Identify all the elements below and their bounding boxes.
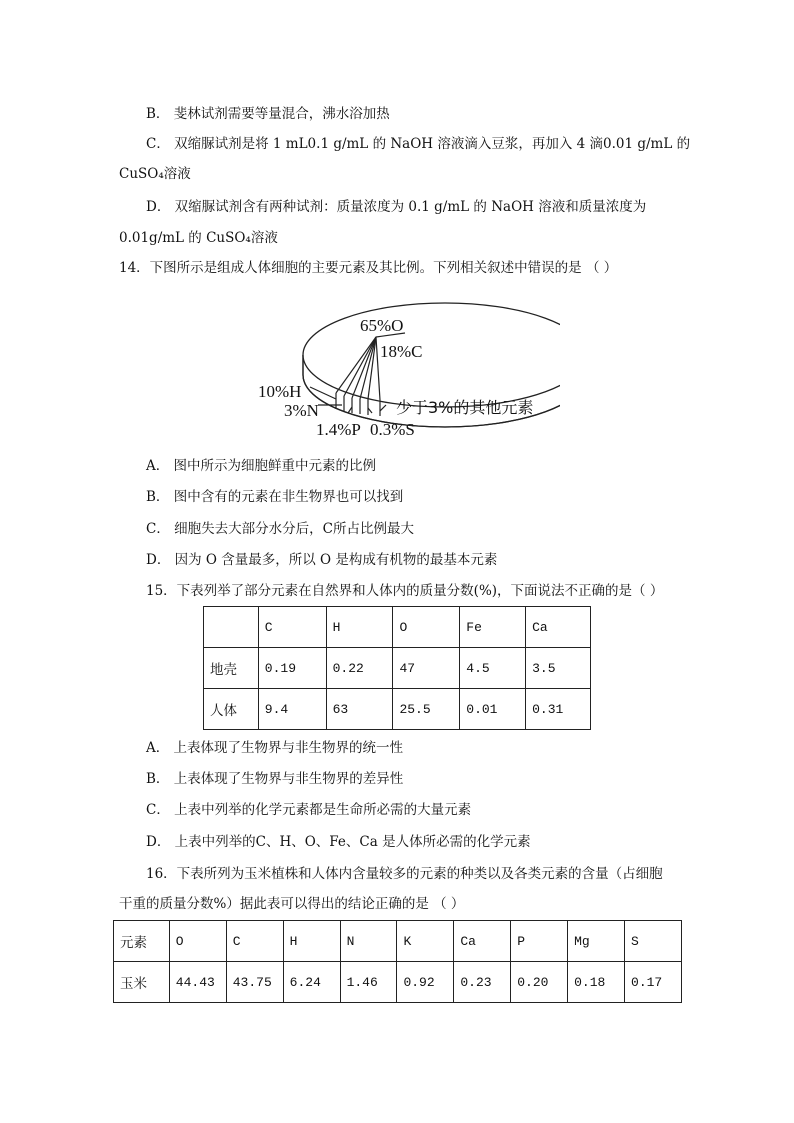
label-sulfur: 0.3%S: [370, 420, 415, 439]
table-header-row: [204, 607, 591, 648]
table-cell: 0.20: [511, 962, 568, 1003]
q15-option-a: A． 上表体现了生物界与非生物界的统一性: [146, 740, 404, 756]
table-cell: 0.23: [454, 962, 511, 1003]
q16-stem-line2: 干重的质量分数%）据此表可以得出的结论正确的是 （ ）: [119, 896, 465, 912]
q13-option-d-line2: 0.01g/mL 的 CuSO₄溶液: [119, 230, 278, 246]
table-cell: 44.43: [169, 962, 226, 1003]
table-cell: Ca: [454, 921, 511, 962]
table-cell: 4.5: [460, 648, 526, 689]
table-cell: 0.17: [625, 962, 682, 1003]
table-cell: 47: [393, 648, 460, 689]
table-cell: 0.92: [397, 962, 454, 1003]
table-cell: Fe: [460, 607, 526, 648]
table-cell: C: [258, 607, 326, 648]
q13-option-b: B． 斐林试剂需要等量混合，沸水浴加热: [146, 106, 390, 122]
table-cell: H: [283, 921, 340, 962]
table-row: [204, 689, 591, 730]
table-cell: 63: [326, 689, 393, 730]
table-cell: 6.24: [283, 962, 340, 1003]
table-cell: 玉米: [114, 962, 170, 1003]
q14-option-c: C． 细胞失去大部分水分后，C所占比例最大: [146, 521, 414, 537]
q14-option-b: B． 图中含有的元素在非生物界也可以找到: [146, 489, 404, 505]
table-cell: 1.46: [340, 962, 397, 1003]
q13-option-c-line1: C． 双缩脲试剂是将 1 mL0.1 g/mL 的 NaOH 溶液滴入豆浆，再加入 4 滴0.01 g/mL 的: [146, 136, 691, 152]
q16-stem-line1: 16．下表所列为玉米植株和人体内含量较多的元素的种类以及各类元素的含量（占细胞: [146, 866, 663, 882]
pie-top: [303, 303, 560, 407]
label-carbon: 18%C: [380, 342, 423, 361]
q15-option-d: D． 上表中列举的C、H、O、Fe、Ca 是人体所必需的化学元素: [146, 834, 531, 850]
table-cell: Ca: [526, 607, 591, 648]
label-phosphorus: 1.4%P: [316, 420, 361, 439]
table-cell: 9.4: [258, 689, 326, 730]
table-cell: 3.5: [526, 648, 591, 689]
label-nitrogen: 3%N: [284, 401, 319, 420]
table-cell: 人体: [204, 689, 259, 730]
table-cell: O: [393, 607, 460, 648]
table-cell: 0.19: [258, 648, 326, 689]
table-cell: P: [511, 921, 568, 962]
table-row: [114, 962, 682, 1003]
q15-option-b: B． 上表体现了生物界与非生物界的差异性: [146, 771, 404, 787]
q14-stem: 14．下图所示是组成人体细胞的主要元素及其比例。下列相关叙述中错误的是 （ ）: [119, 260, 618, 276]
table-cell: Mg: [568, 921, 625, 962]
q15-table: [203, 606, 591, 730]
table-cell: 元素: [114, 921, 170, 962]
table-cell: H: [326, 607, 393, 648]
table-cell: K: [397, 921, 454, 962]
label-other-elements: 少于3%的其他元素: [396, 398, 534, 417]
label-oxygen: 65%O: [360, 316, 404, 335]
q13-option-c-line2: CuSO₄溶液: [119, 166, 191, 182]
table-cell: O: [169, 921, 226, 962]
q15-option-c: C． 上表中列举的化学元素都是生命所必需的大量元素: [146, 802, 472, 818]
q16-table: [113, 920, 682, 1003]
table-cell: 43.75: [226, 962, 283, 1003]
table-cell: 0.31: [526, 689, 591, 730]
table-header-row: [114, 921, 682, 962]
table-cell: 0.18: [568, 962, 625, 1003]
q13-option-d-line1: D． 双缩脲试剂含有两种试剂：质量浓度为 0.1 g/mL 的 NaOH 溶液和质量浓度为: [146, 199, 647, 215]
table-cell: 0.22: [326, 648, 393, 689]
q14-option-a: A． 图中所示为细胞鲜重中元素的比例: [146, 458, 377, 474]
table-cell: C: [226, 921, 283, 962]
label-hydrogen: 10%H: [258, 382, 302, 401]
table-cell: 25.5: [393, 689, 460, 730]
table-cell: N: [340, 921, 397, 962]
q15-stem: 15．下表列举了部分元素在自然界和人体内的质量分数(%)，下面说法不正确的是（ ）: [146, 583, 664, 599]
table-row: [204, 648, 591, 689]
table-cell: 地壳: [204, 648, 259, 689]
element-pie-chart: [240, 295, 560, 440]
table-cell: S: [625, 921, 682, 962]
table-cell: 0.01: [460, 689, 526, 730]
table-cell: [204, 607, 259, 648]
q14-option-d: D． 因为 O 含量最多，所以 O 是构成有机物的最基本元素: [146, 552, 498, 568]
